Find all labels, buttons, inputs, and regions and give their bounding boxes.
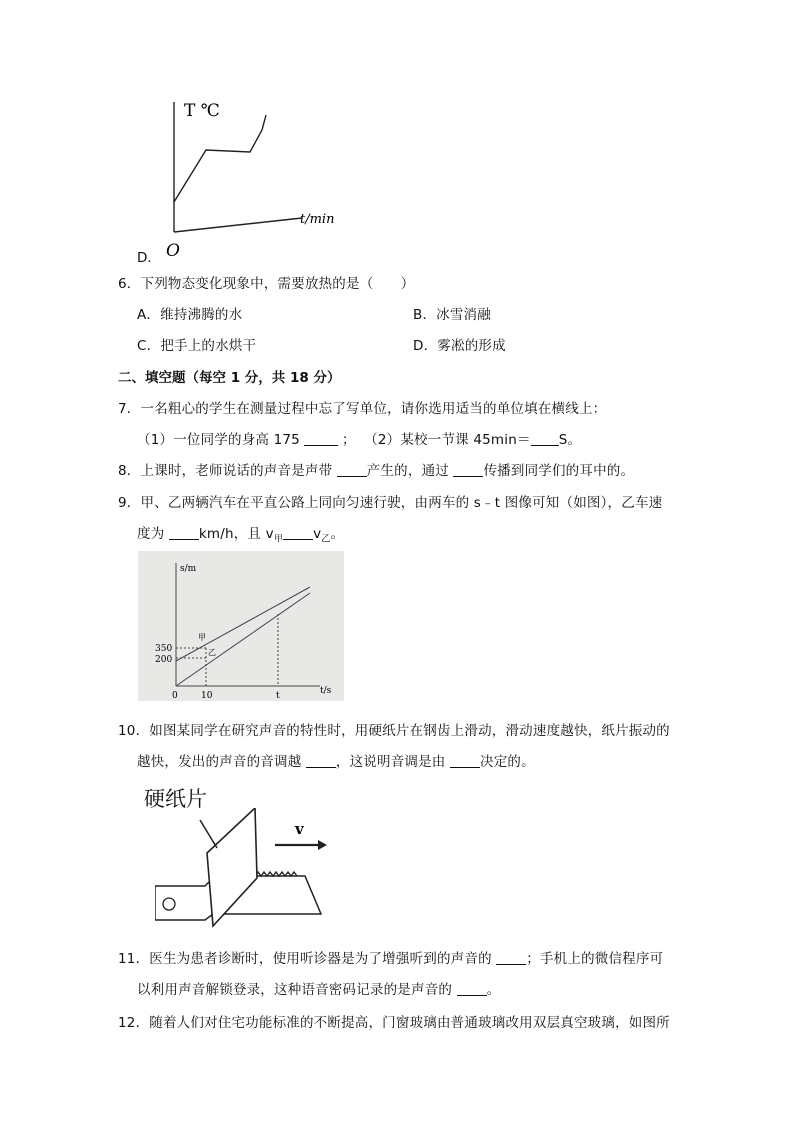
q6-stem: 6．下列物态变化现象中，需要放热的是（ ） xyxy=(118,276,415,292)
q7-stem: 7．一名粗心的学生在测量过程中忘了写单位，请你选用适当的单位填在横线上： xyxy=(118,401,607,417)
answer-blank xyxy=(453,463,483,478)
answer-blank xyxy=(169,526,199,541)
st-x-label: t/s xyxy=(320,686,332,696)
st-label-yi: 乙 xyxy=(208,648,216,657)
q6-option-d: D．雾凇的形成 xyxy=(413,338,506,354)
q10-line2: 越快，发出的声音的音调越 ，这说明音调是由 决定的。 xyxy=(137,754,535,770)
answer-blank xyxy=(304,432,338,447)
st-y-tick-350: 350 xyxy=(155,644,173,654)
arrow-head xyxy=(318,840,327,850)
st-x-tick-10: 10 xyxy=(201,691,213,701)
temperature-curve xyxy=(174,115,266,202)
q6-option-a: A．维持沸腾的水 xyxy=(137,307,243,323)
velocity-label: v xyxy=(295,820,304,838)
graph-d-x-label: t/min xyxy=(300,212,335,227)
temperature-time-graph xyxy=(130,90,350,265)
st-y-tick-200: 200 xyxy=(155,655,173,665)
q10-line1: 10．如图某同学在研究声音的特性时，用硬纸片在钢齿上滑动，滑动速度越快，纸片振动的 xyxy=(118,723,670,739)
card-handle xyxy=(200,820,217,848)
st-label-jia: 甲 xyxy=(198,633,206,642)
answer-blank xyxy=(306,754,336,769)
graph-d-origin: O xyxy=(166,241,180,261)
q7-part1: （1）一位同学的身高 175 xyxy=(137,432,300,448)
card-figure-title: 硬纸片 xyxy=(144,787,207,811)
card-comb-figure xyxy=(155,808,355,933)
answer-blank xyxy=(496,951,526,966)
x-axis xyxy=(174,218,302,232)
graph-d-y-label: T ℃ xyxy=(184,101,220,121)
q9-line2: 度为 km/h，且 $v_甲$ $v_乙$。 xyxy=(137,526,345,545)
q6-option-b: B．冰雪消融 xyxy=(413,307,491,323)
q6-option-c: C．把手上的水烘干 xyxy=(137,338,257,354)
answer-blank xyxy=(283,526,313,541)
s-t-graph xyxy=(138,551,344,701)
answer-blank xyxy=(457,982,487,997)
q11-line1: 11．医生为患者诊断时，使用听诊器是为了增强听到的声音的 ；手机上的微信程序可 xyxy=(118,951,664,967)
answer-blank xyxy=(337,463,367,478)
answer-blank xyxy=(531,432,559,447)
q7-part2: （2）某校一节课 45min＝ xyxy=(364,432,531,448)
q8: 8．上课时，老师说话的声音是声带 产生的，通过 传播到同学们的耳中的。 xyxy=(118,463,635,479)
section-heading: 二、填空题（每空 1 分，共 18 分） xyxy=(118,370,341,386)
answer-blank xyxy=(450,754,480,769)
mount-hole xyxy=(163,898,175,910)
st-origin: 0 xyxy=(172,691,178,701)
option-d-label: D． xyxy=(137,250,161,266)
q9-line1: 9．甲、乙两辆汽车在平直公路上同向匀速行驶，由两车的 s﹣t 图像可知（如图），乙车速 xyxy=(118,495,663,511)
st-x-tick-t: t xyxy=(276,691,280,701)
q7-parts: （1）一位同学的身高 175 ； （2）某校一节课 45min＝ S。 xyxy=(137,432,582,448)
st-y-label: s/m xyxy=(180,564,197,574)
q11-line2: 以利用声音解锁登录，这种语音密码记录的是声音的 。 xyxy=(137,982,501,998)
q12-line1: 12．随着人们对住宅功能标准的不断提高，门窗玻璃由普通玻璃改用双层真空玻璃，如图所 xyxy=(118,1015,670,1031)
